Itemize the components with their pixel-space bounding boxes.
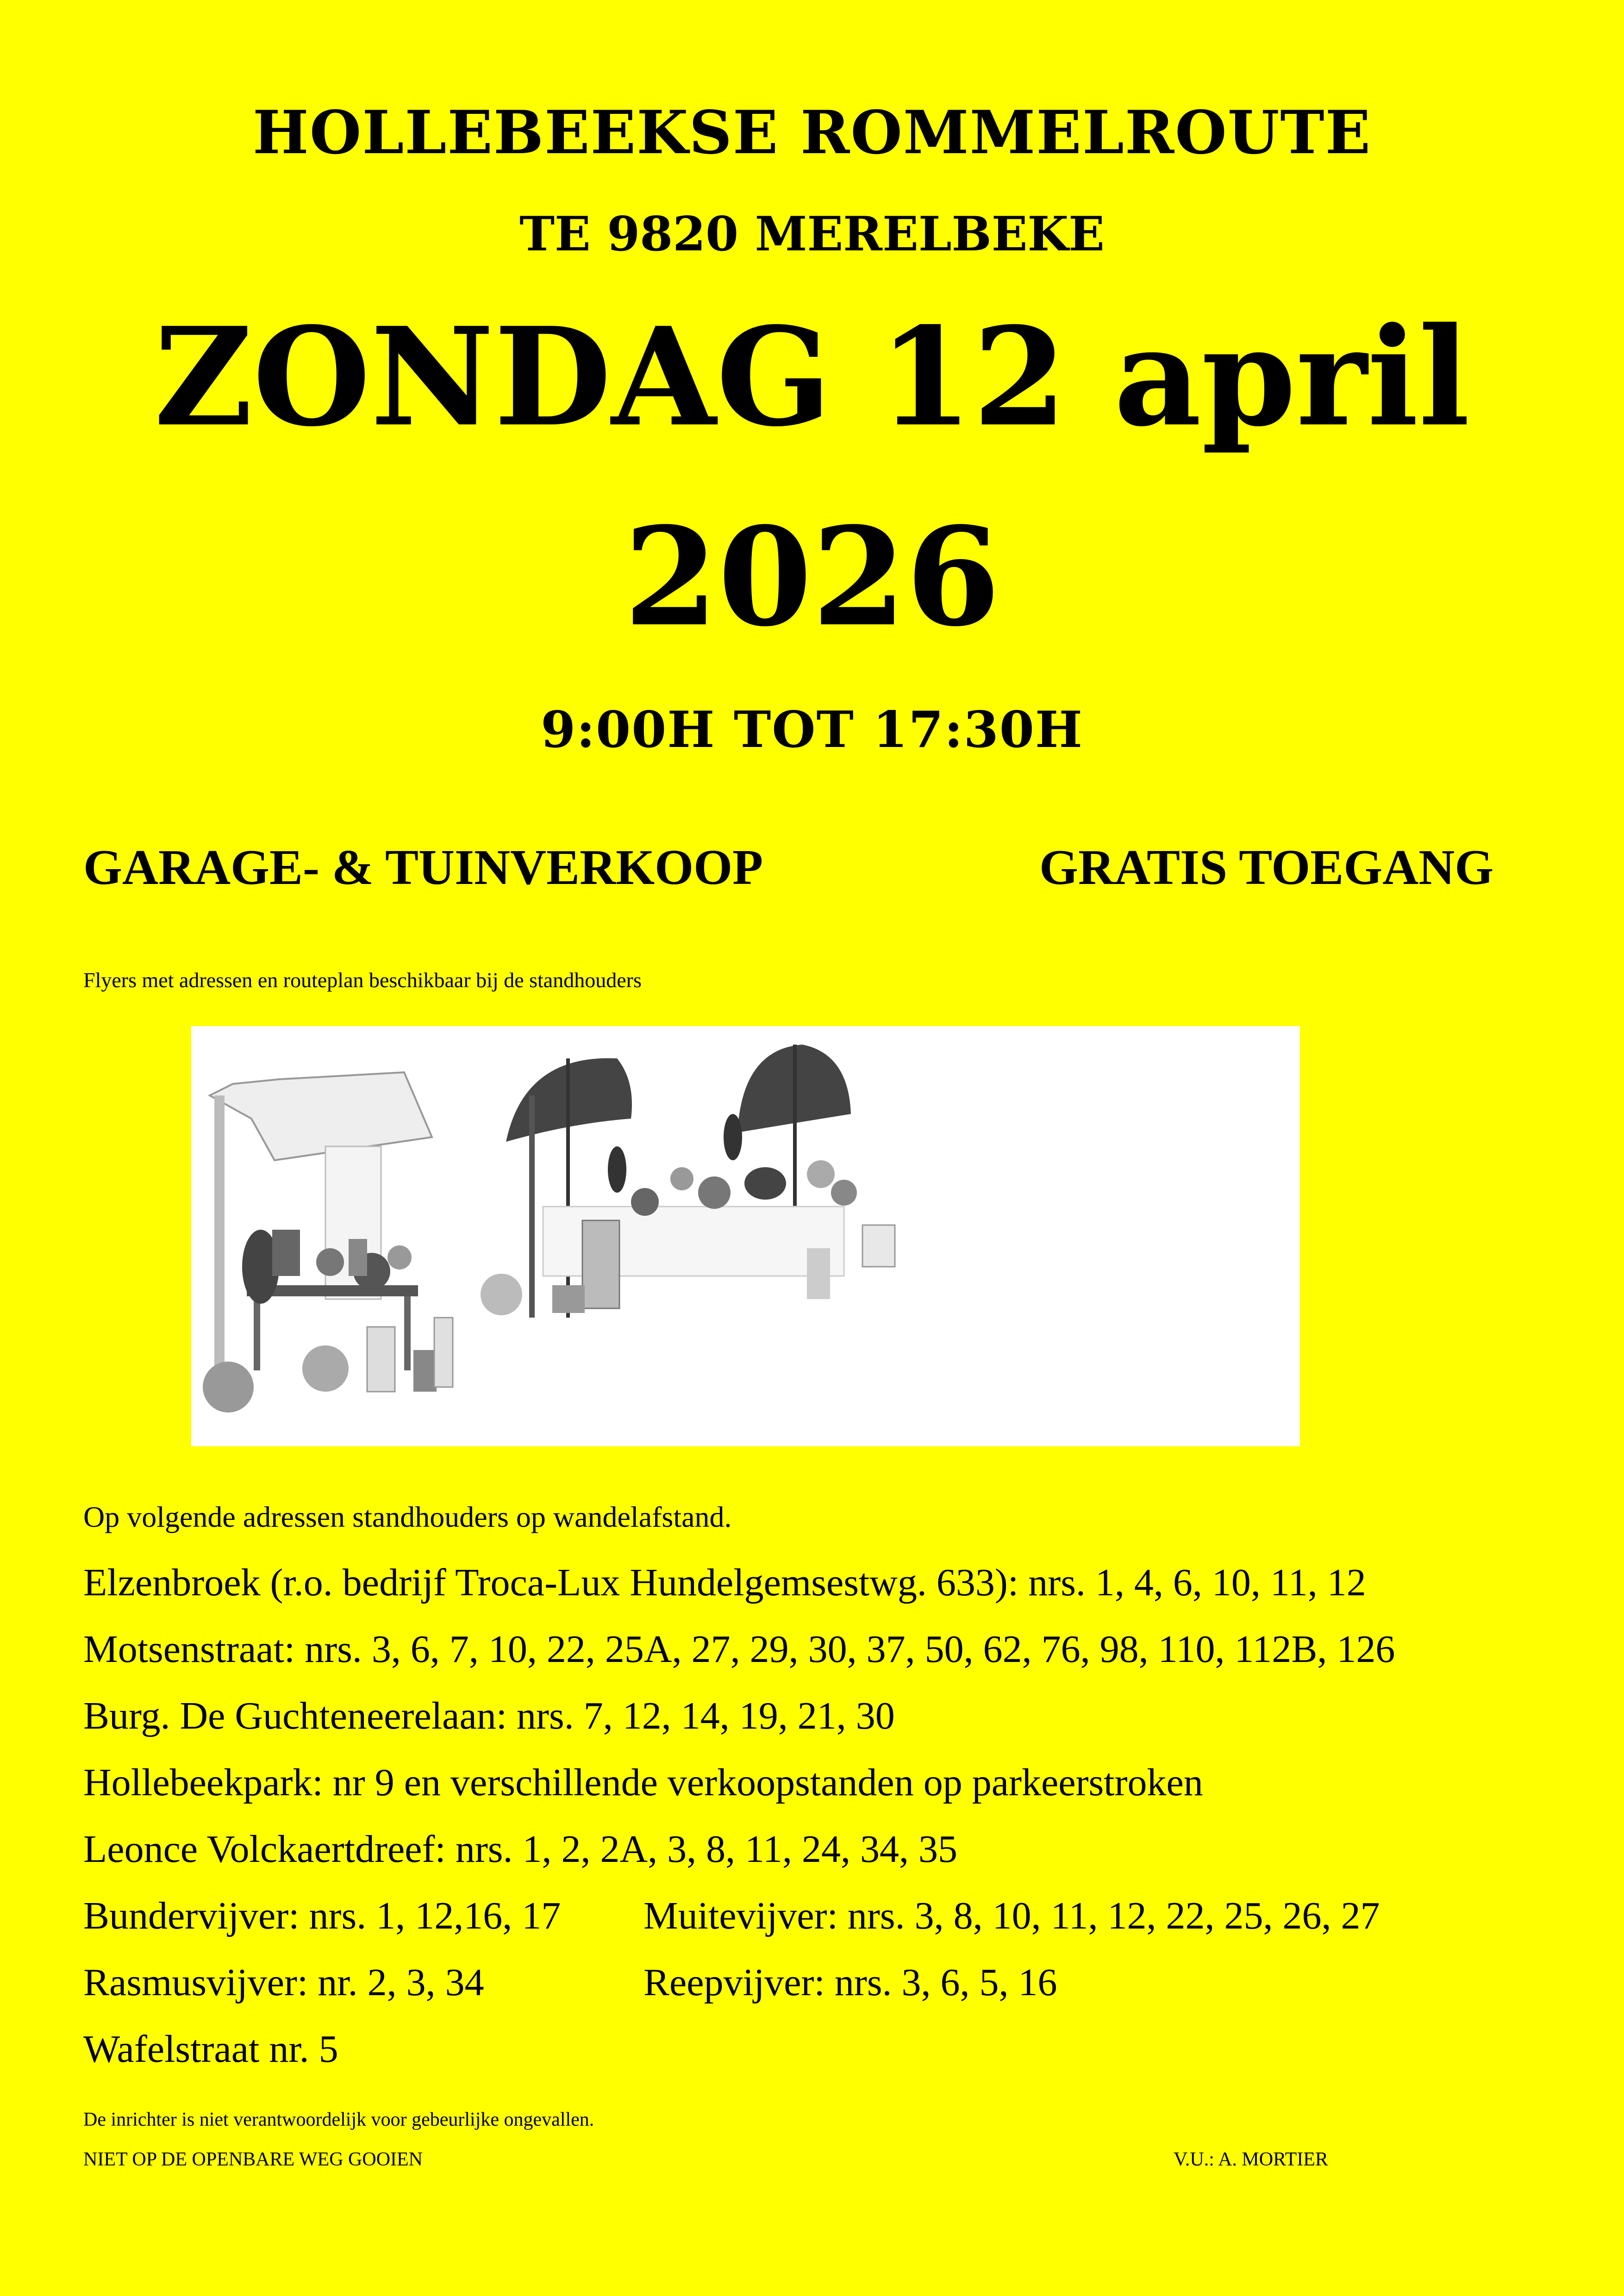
flyers-note: Flyers met adressen en routeplan beschikbaar bij de standhouders bbox=[83, 968, 642, 992]
responsible-publisher: V.U.: A. MORTIER bbox=[1174, 2149, 1328, 2170]
market-stalls-illustration bbox=[191, 1026, 1300, 1446]
admission-label: GRATIS TOEGANG bbox=[1039, 840, 1494, 895]
address-line: Leonce Volckaertdreef: nrs. 1, 2, 2A, 3, 8, 11, 24, 34, 35 bbox=[83, 1828, 958, 1871]
poster-title: HOLLEBEEKSE ROMMELROUTE bbox=[252, 98, 1372, 168]
disclaimer: De inrichter is niet verantwoordelijk voor gebeurlijke ongevallen. bbox=[83, 2109, 594, 2130]
address-line-left: Rasmusvijver: nr. 2, 3, 34 bbox=[83, 1961, 484, 2004]
address-line: Wafelstraat nr. 5 bbox=[83, 2028, 338, 2071]
address-line-left: Bundervijver: nrs. 1, 12,16, 17 bbox=[83, 1894, 561, 1937]
event-time: 9:00H TOT 17:30H bbox=[541, 701, 1083, 759]
poster-location: TE 9820 MERELBEKE bbox=[519, 206, 1105, 262]
event-type: GARAGE- & TUINVERKOOP bbox=[83, 840, 763, 895]
addresses-intro: Op volgende adressen standhouders op wandelafstand. bbox=[83, 1500, 732, 1533]
event-year: 2026 bbox=[624, 498, 1000, 656]
address-line: Elzenbroek (r.o. bedrijf Troca-Lux Hundelgemsestwg. 633): nrs. 1, 4, 6, 10, 11, 12 bbox=[83, 1561, 1366, 1604]
address-line-right: Muitevijver: nrs. 3, 8, 10, 11, 12, 22, 25, 26, 27 bbox=[643, 1894, 1380, 1937]
address-line: Motsenstraat: nrs. 3, 6, 7, 10, 22, 25A, 27, 29, 30, 37, 50, 62, 76, 98, 110, 112B, 126 bbox=[83, 1628, 1395, 1671]
no-litter-notice: NIET OP DE OPENBARE WEG GOOIEN bbox=[83, 2149, 423, 2170]
address-line-right: Reepvijver: nrs. 3, 6, 5, 16 bbox=[643, 1961, 1057, 2004]
market-stall-image-icon bbox=[191, 1026, 1300, 1446]
address-line: Burg. De Guchteneerelaan: nrs. 7, 12, 14, 19, 21, 30 bbox=[83, 1694, 895, 1737]
address-line: Hollebeekpark: nr 9 en verschillende verkoopstanden op parkeerstroken bbox=[83, 1761, 1203, 1804]
event-date: ZONDAG 12 april bbox=[154, 298, 1470, 456]
